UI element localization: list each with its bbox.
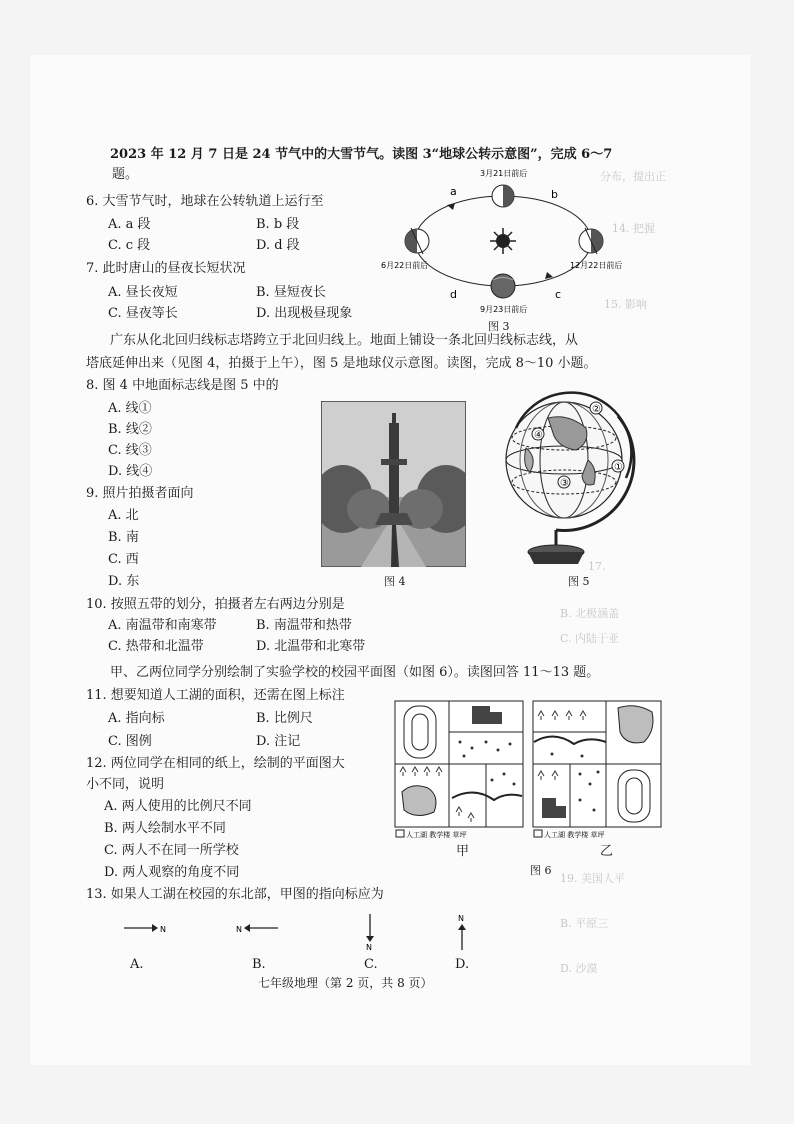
- q12-option-d[interactable]: D. 两人观察的角度不同: [104, 865, 240, 880]
- intro-8-10-line2: 塔底延伸出来（见图 4，拍摄于上午），图 5 是地球仪示意图。读图，完成 8～10 小题。: [86, 356, 597, 371]
- q12-stem-line2: 小不同，说明: [86, 777, 165, 792]
- map-jia-label: 甲: [456, 844, 470, 859]
- campus-map-yi: [532, 700, 662, 840]
- segment-a-label: a: [450, 185, 457, 198]
- q12-option-b[interactable]: B. 两人绘制水平不同: [104, 821, 226, 836]
- intro-8-10-line1: 广东从化北回归线标志塔跨立于北回归线上。地面上铺设一条北回归线标志线，从: [110, 333, 579, 348]
- artificial-lake: [402, 786, 436, 816]
- line-4-marker: ④: [534, 430, 543, 441]
- orbit-arrow-icon: [447, 203, 455, 210]
- bleed-through-text: 15. 影响: [604, 298, 647, 311]
- q11-stem: 11. 想要知道人工湖的面积，还需在图上标注: [86, 688, 345, 703]
- bleed-through-text: 14. 把握: [612, 222, 655, 235]
- q10-option-b[interactable]: B. 南温带和热带: [256, 618, 352, 633]
- q13-option-c[interactable]: C.: [364, 957, 378, 972]
- orbit-arrow-icon: [545, 272, 553, 279]
- globe-diagram: [498, 388, 638, 573]
- sun-icon: [490, 228, 516, 254]
- fig3-caption: 图 3: [488, 320, 510, 333]
- arrow-up-icon: [452, 912, 472, 952]
- teaching-building: [542, 798, 556, 818]
- earth-orbit-diagram: [375, 165, 640, 325]
- q6-option-d[interactable]: D. d 段: [256, 238, 300, 253]
- q13-stem: 13. 如果人工湖在校园的东北部，甲图的指向标应为: [86, 887, 384, 902]
- q9-option-b[interactable]: B. 南: [108, 530, 139, 545]
- q8-option-b[interactable]: B. 线②: [108, 422, 152, 437]
- q7-option-d[interactable]: D. 出现极昼现象: [256, 306, 353, 321]
- q12-option-c[interactable]: C. 两人不在同一所学校: [104, 843, 239, 858]
- legend-yi: 人工湖 教学楼 草坪: [544, 831, 605, 839]
- q8-option-d[interactable]: D. 线④: [108, 464, 153, 479]
- fig4-caption: 图 4: [384, 575, 406, 588]
- q8-option-c[interactable]: C. 线③: [108, 443, 152, 458]
- q6-option-b[interactable]: B. b 段: [256, 217, 300, 232]
- bleed-through-text: 分布，提出正: [600, 170, 666, 183]
- svg-text:N: N: [236, 925, 242, 934]
- svg-text:N: N: [458, 914, 464, 923]
- q6-option-c[interactable]: C. c 段: [108, 238, 151, 253]
- q9-option-a[interactable]: A. 北: [108, 508, 139, 523]
- arrow-left-icon: [234, 918, 284, 938]
- q7-option-b[interactable]: B. 昼短夜长: [256, 285, 326, 300]
- q11-option-d[interactable]: D. 注记: [256, 734, 301, 749]
- arrow-down-icon: [360, 912, 380, 952]
- q7-stem: 7. 此时唐山的昼夜长短状况: [86, 261, 246, 276]
- map-yi-label: 乙: [600, 844, 614, 859]
- q6-stem: 6. 大雪节气时，地球在公转轨道上运行至: [86, 194, 324, 209]
- march-label: 3月21日前后: [480, 169, 528, 178]
- intro-6-7-line1: 2023 年 12 月 7 日是 24 节气中的大雪节气。读图 3“地球公转示意图”，完成 6～7: [110, 147, 613, 162]
- artificial-lake: [618, 706, 653, 743]
- q11-option-b[interactable]: B. 比例尺: [256, 711, 313, 726]
- line-2-marker: ②: [592, 404, 601, 415]
- earth-march-icon: [492, 185, 514, 207]
- bleed-through-text: 17.: [588, 560, 606, 573]
- bleed-through-text: B. 平原三: [560, 917, 609, 930]
- q8-stem: 8. 图 4 中地面标志线是图 5 中的: [86, 378, 279, 393]
- earth-june-icon: [405, 228, 429, 254]
- september-label: 9月23日前后: [480, 305, 528, 314]
- line-1-marker: ①: [614, 462, 623, 473]
- earth-september-icon: [491, 274, 515, 298]
- q7-option-c[interactable]: C. 昼夜等长: [108, 306, 178, 321]
- segment-b-label: b: [551, 188, 558, 201]
- segment-d-label: d: [450, 288, 457, 301]
- q13-option-b[interactable]: B.: [252, 957, 266, 972]
- fig5-caption: 图 5: [568, 575, 590, 588]
- campus-map-jia: [394, 700, 524, 840]
- legend-jia: 人工湖 教学楼 草坪: [406, 831, 467, 839]
- bleed-through-text: D. 沙漠: [560, 962, 598, 975]
- q7-option-a[interactable]: A. 昼长夜短: [108, 285, 178, 300]
- bleed-through-text: C. 内陆于亚: [560, 632, 620, 645]
- intro-11-13: 甲、乙两位同学分别绘制了实验学校的校园平面图（如图 6）。读图回答 11～13 题。: [110, 665, 600, 680]
- svg-text:N: N: [160, 925, 166, 934]
- line-3-marker: ③: [560, 478, 569, 489]
- segment-c-label: c: [555, 288, 562, 301]
- intro-6-7-line2: 题。: [112, 167, 139, 182]
- q10-stem: 10. 按照五带的划分，拍摄者左右两边分别是: [86, 597, 345, 612]
- earth-december-icon: [579, 228, 603, 254]
- arrow-right-icon: [120, 918, 170, 938]
- svg-text:N: N: [366, 943, 372, 952]
- q10-option-d[interactable]: D. 北温带和北寒带: [256, 639, 366, 654]
- december-label: 12月22日前后: [570, 261, 623, 270]
- fig6-caption: 图 6: [530, 864, 552, 877]
- bleed-through-text: B. 北极涵盖: [560, 607, 620, 620]
- tower-photo: [321, 401, 466, 567]
- q12-option-a[interactable]: A. 两人使用的比例尺不同: [104, 799, 252, 814]
- q10-option-a[interactable]: A. 南温带和南寒带: [108, 618, 217, 633]
- q9-option-c[interactable]: C. 西: [108, 552, 139, 567]
- q12-stem-line1: 12. 两位同学在相同的纸上，绘制的平面图大: [86, 756, 345, 771]
- q10-option-c[interactable]: C. 热带和北温带: [108, 639, 204, 654]
- bleed-through-text: 19. 美国人平: [560, 872, 625, 885]
- tower-shaft: [389, 423, 399, 513]
- q13-option-a[interactable]: A.: [130, 957, 144, 972]
- q13-option-d[interactable]: D.: [455, 957, 470, 972]
- q8-option-a[interactable]: A. 线①: [108, 401, 152, 416]
- q11-option-c[interactable]: C. 图例: [108, 734, 152, 749]
- q9-stem: 9. 照片拍摄者面向: [86, 486, 194, 501]
- june-label: 6月22日前后: [381, 261, 429, 270]
- teaching-building: [472, 706, 490, 724]
- page-footer: 七年级地理（第 2 页，共 8 页）: [258, 976, 433, 990]
- q11-option-a[interactable]: A. 指向标: [108, 711, 165, 726]
- q9-option-d[interactable]: D. 东: [108, 574, 140, 589]
- q6-option-a[interactable]: A. a 段: [108, 217, 151, 232]
